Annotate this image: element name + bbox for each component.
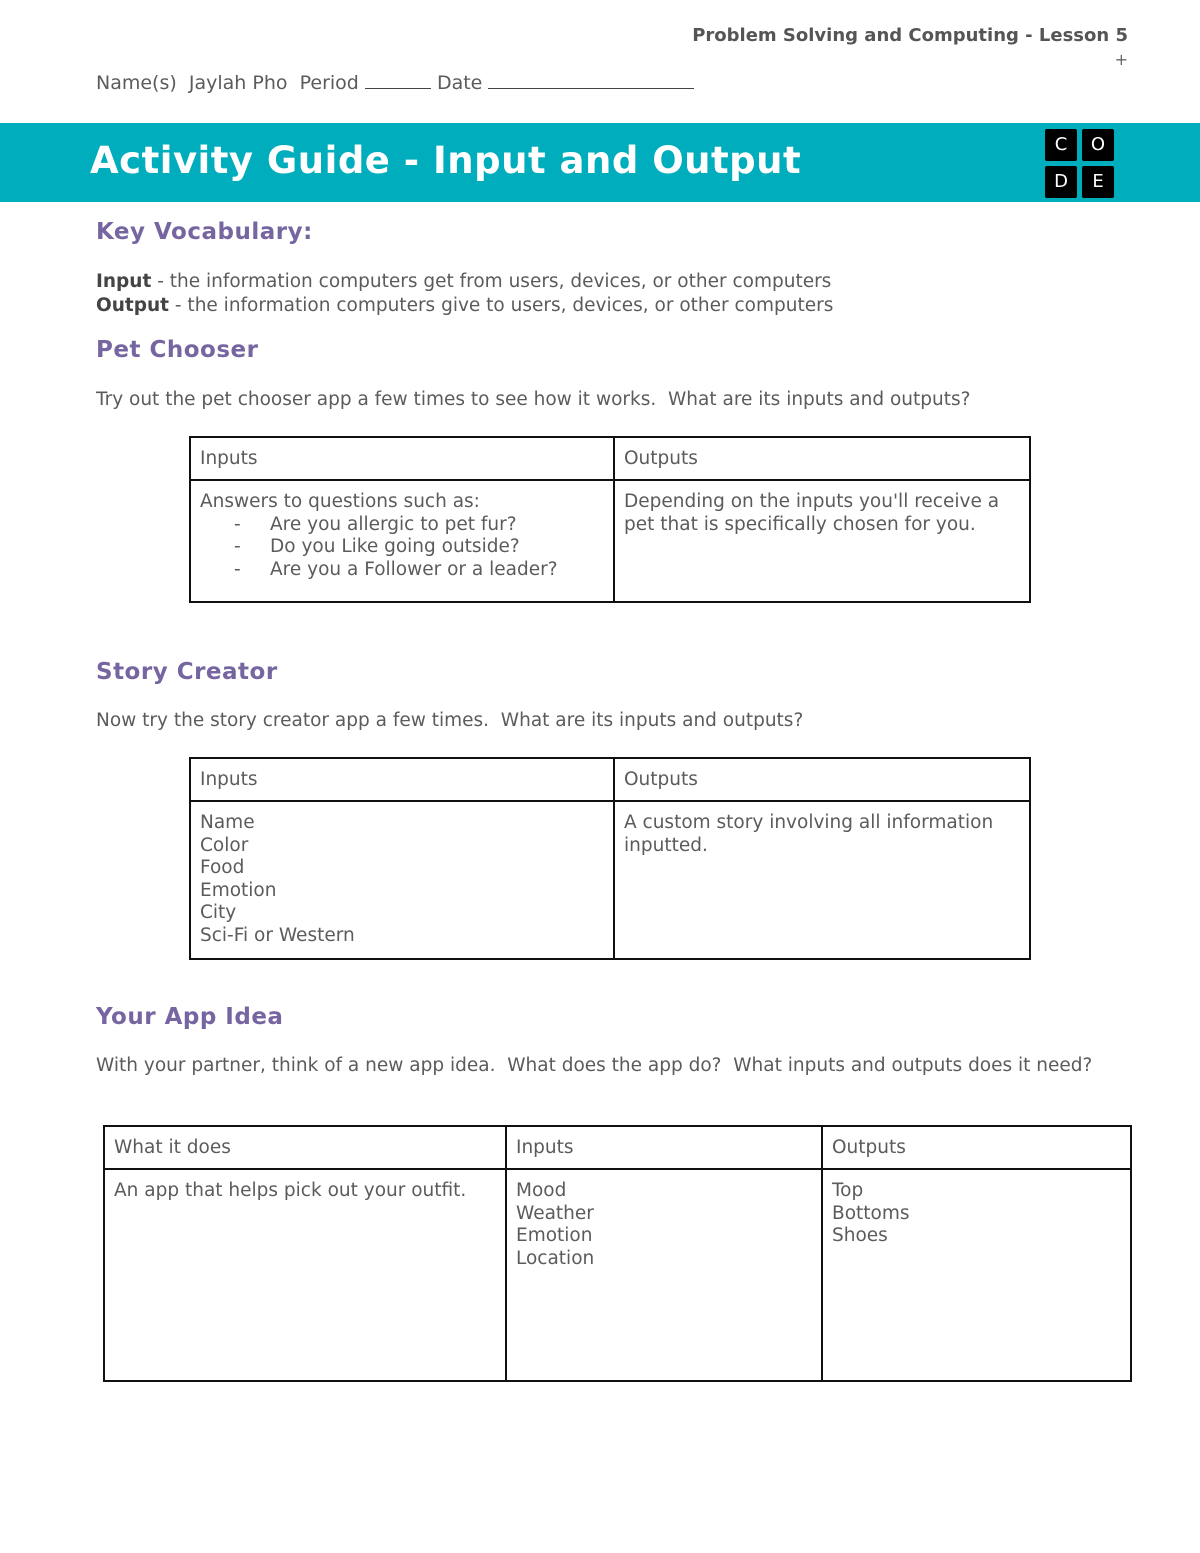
- app-inputs-cell[interactable]: [506, 1169, 822, 1381]
- list-item: - Do you Like going outside?: [200, 536, 604, 559]
- list-item: Mood: [516, 1180, 567, 1201]
- app-outputs-cell[interactable]: [822, 1169, 1131, 1381]
- vocab-output-line: [96, 295, 833, 316]
- vocab-input-line: [96, 271, 831, 292]
- name-label: Name(s): [96, 72, 177, 94]
- app-what-cell[interactable]: [104, 1169, 506, 1381]
- date-blank[interactable]: [488, 70, 694, 89]
- vocab-definition: - the information computers get from users, devices, or other computers: [151, 271, 832, 292]
- pet-heading: Pet Chooser: [96, 337, 259, 363]
- list-item: Food: [200, 857, 245, 878]
- list-item: Weather: [516, 1202, 594, 1224]
- name-period-date-line: [96, 70, 694, 94]
- list-item: Top: [832, 1180, 864, 1201]
- vocab-term: Input: [96, 271, 152, 292]
- vocab-term: Output: [96, 295, 169, 316]
- app-prompt: With your partner, think of a new app idea. What does the app do? What inputs and outputs does it need?: [96, 1055, 1093, 1076]
- pet-prompt: Try out the pet chooser app a few times to see how it works. What are its inputs and outputs?: [96, 389, 971, 410]
- logo-letter-d: D: [1045, 166, 1077, 198]
- list-item: Emotion: [516, 1225, 593, 1246]
- logo-letter-o: O: [1082, 129, 1114, 161]
- pet-inputs-cell[interactable]: [190, 480, 614, 602]
- story-prompt: Now try the story creator app a few times. What are its inputs and outputs?: [96, 710, 804, 731]
- vocab-heading: Key Vocabulary:: [96, 219, 313, 245]
- pet-inputs-list: [200, 514, 604, 582]
- story-col-inputs: Inputs: [190, 758, 614, 801]
- pet-inputs-intro: Answers to questions such as:: [200, 491, 480, 512]
- code-logo: [1045, 127, 1117, 199]
- pet-col-outputs: Outputs: [614, 437, 1030, 480]
- list-item: Bottoms: [832, 1202, 910, 1224]
- lesson-title: Problem Solving and Computing - Lesson 5: [692, 25, 1128, 46]
- list-item: - Are you a Follower or a leader?: [200, 559, 604, 582]
- period-blank[interactable]: [365, 70, 431, 89]
- story-outputs-text: A custom story involving all information inputted.: [624, 812, 994, 856]
- page-title: Activity Guide - Input and Output: [90, 139, 802, 182]
- app-what-text: An app that helps pick out your outfit.: [114, 1180, 467, 1201]
- list-item: Sci-Fi or Western: [200, 924, 355, 946]
- pet-outputs-cell[interactable]: [614, 480, 1030, 602]
- story-col-outputs: Outputs: [614, 758, 1030, 801]
- pet-col-inputs: Inputs: [190, 437, 614, 480]
- list-item: Color: [200, 834, 249, 856]
- list-item: - Are you allergic to pet fur?: [200, 514, 604, 537]
- app-heading: Your App Idea: [96, 1004, 284, 1030]
- pet-table: [189, 436, 1031, 603]
- app-col-what: What it does: [104, 1126, 506, 1169]
- vocab-definition: - the information computers give to users, devices, or other computers: [169, 295, 834, 316]
- list-item: Name: [200, 812, 255, 833]
- app-table: [103, 1125, 1132, 1382]
- plus-mark: +: [1114, 50, 1128, 69]
- app-col-outputs: Outputs: [822, 1126, 1131, 1169]
- list-item: Location: [516, 1247, 595, 1269]
- period-label: Period: [299, 72, 359, 94]
- list-item: Shoes: [832, 1225, 888, 1246]
- story-inputs-cell[interactable]: [190, 801, 614, 959]
- app-col-inputs: Inputs: [506, 1126, 822, 1169]
- story-heading: Story Creator: [96, 659, 278, 685]
- list-item: City: [200, 902, 237, 923]
- title-banner: [0, 123, 1200, 202]
- story-table: [189, 757, 1031, 960]
- pet-outputs-text: Depending on the inputs you'll receive a pet that is specifically chosen for you.: [624, 491, 1000, 535]
- logo-letter-e: E: [1082, 166, 1114, 198]
- list-item: Emotion: [200, 879, 277, 901]
- story-outputs-cell[interactable]: [614, 801, 1030, 959]
- date-label: Date: [436, 72, 483, 94]
- logo-letter-c: C: [1045, 129, 1077, 161]
- name-value[interactable]: Jaylah Pho: [188, 72, 288, 94]
